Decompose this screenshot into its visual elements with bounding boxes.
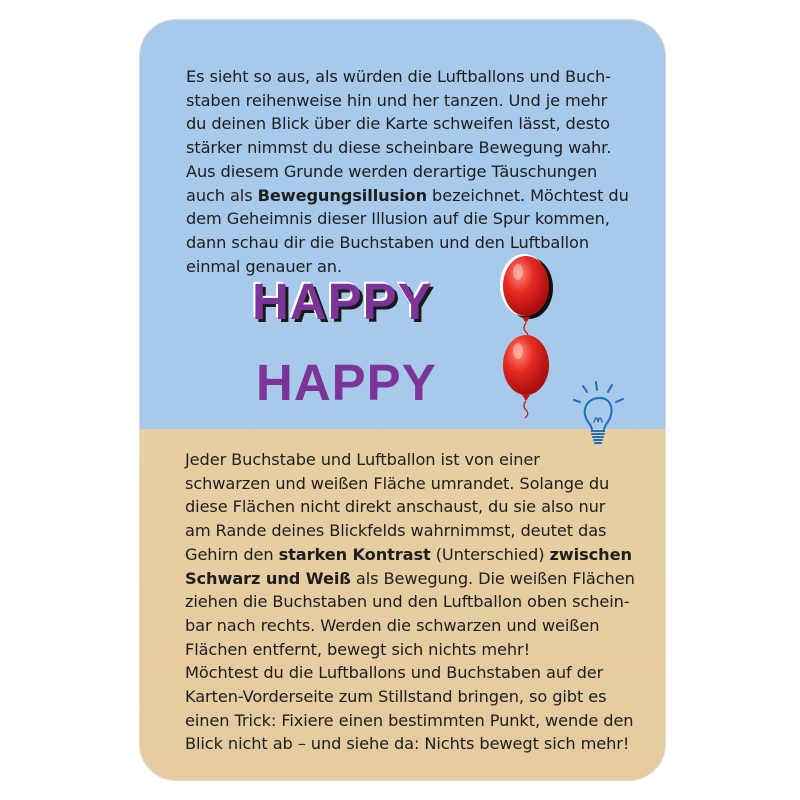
text-line: stärker nimmst du diese scheinbare Bewegung wahr. [186, 138, 612, 158]
text-line: dem Geheimnis dieser Illusion auf die Spur kommen, [186, 209, 610, 229]
text-line: einen Trick: Fixiere einen bestimmten Punkt, wende den [185, 710, 634, 730]
text-line [185, 567, 635, 591]
text-line: Es sieht so aus, als würden die Luftballons und Buch- [186, 67, 611, 86]
text-line: ziehen die Buchstaben und den Luftballon oben schein- [185, 592, 630, 612]
balloon-illusion-icon [500, 252, 556, 338]
text-line: staben reihenweise hin und her tanzen. Und je mehr [186, 90, 608, 110]
keyword-schwarz-und-weiss: Schwarz und Weiß [185, 568, 351, 588]
text-line: diese Flächen nicht direkt anschaust, du sie also nur [185, 497, 606, 517]
text-line: Möchtest du die Luftballons und Buchstaben auf der [185, 663, 604, 683]
text-run: als Bewegung. Die weißen Flächen [350, 568, 635, 588]
keyword-bewegungsillusion: Bewegungsillusion [257, 185, 428, 205]
balloon-plain-icon [498, 333, 554, 419]
text-line: Aus diesem Grunde werden derartige Täuschungen [186, 161, 598, 181]
happy-word-illusion: HAPPY [252, 273, 433, 330]
text-line: dann schau dir die Buchstaben und den Luftballon [186, 232, 589, 252]
text-run: bezeichnet. Möchtest du [427, 185, 629, 205]
text-run: Gehirn den [185, 544, 279, 564]
text-line: bar nach rechts. Werden die schwarzen und weißen [185, 615, 600, 635]
explanation-paragraph [186, 65, 629, 278]
text-line: Blick nicht ab – und siehe da: Nichts bewegt sich mehr! [185, 734, 630, 754]
keyword-starker-kontrast: starken Kontrast [278, 544, 431, 564]
text-line: einmal genauer an. [186, 256, 343, 276]
text-run: auch als [186, 185, 258, 205]
text-line [185, 543, 635, 567]
keyword-zwischen: zwischen [549, 544, 632, 564]
text-line: du deinen Blick über die Karte schweifen lässt, desto [186, 114, 610, 134]
text-line [186, 184, 629, 208]
text-run: (Unterschied) [430, 544, 550, 564]
text-line: schwarzen und weißen Fläche umrandet. Solange du [185, 473, 610, 493]
text-line: am Rande deines Blickfelds wahrnimmst, deutet das [185, 521, 607, 541]
solution-paragraph [185, 448, 635, 756]
happy-word-plain: HAPPY [256, 354, 437, 411]
illusion-card [140, 20, 665, 780]
text-line: Flächen entfernt, bewegt sich nichts mehr! [185, 639, 530, 659]
text-line: Jeder Buchstabe und Luftballon ist von einer [185, 450, 540, 469]
text-line: Karten-Vorderseite zum Stillstand bringen, so gibt es [185, 687, 607, 707]
lightbulb-icon [570, 376, 626, 446]
